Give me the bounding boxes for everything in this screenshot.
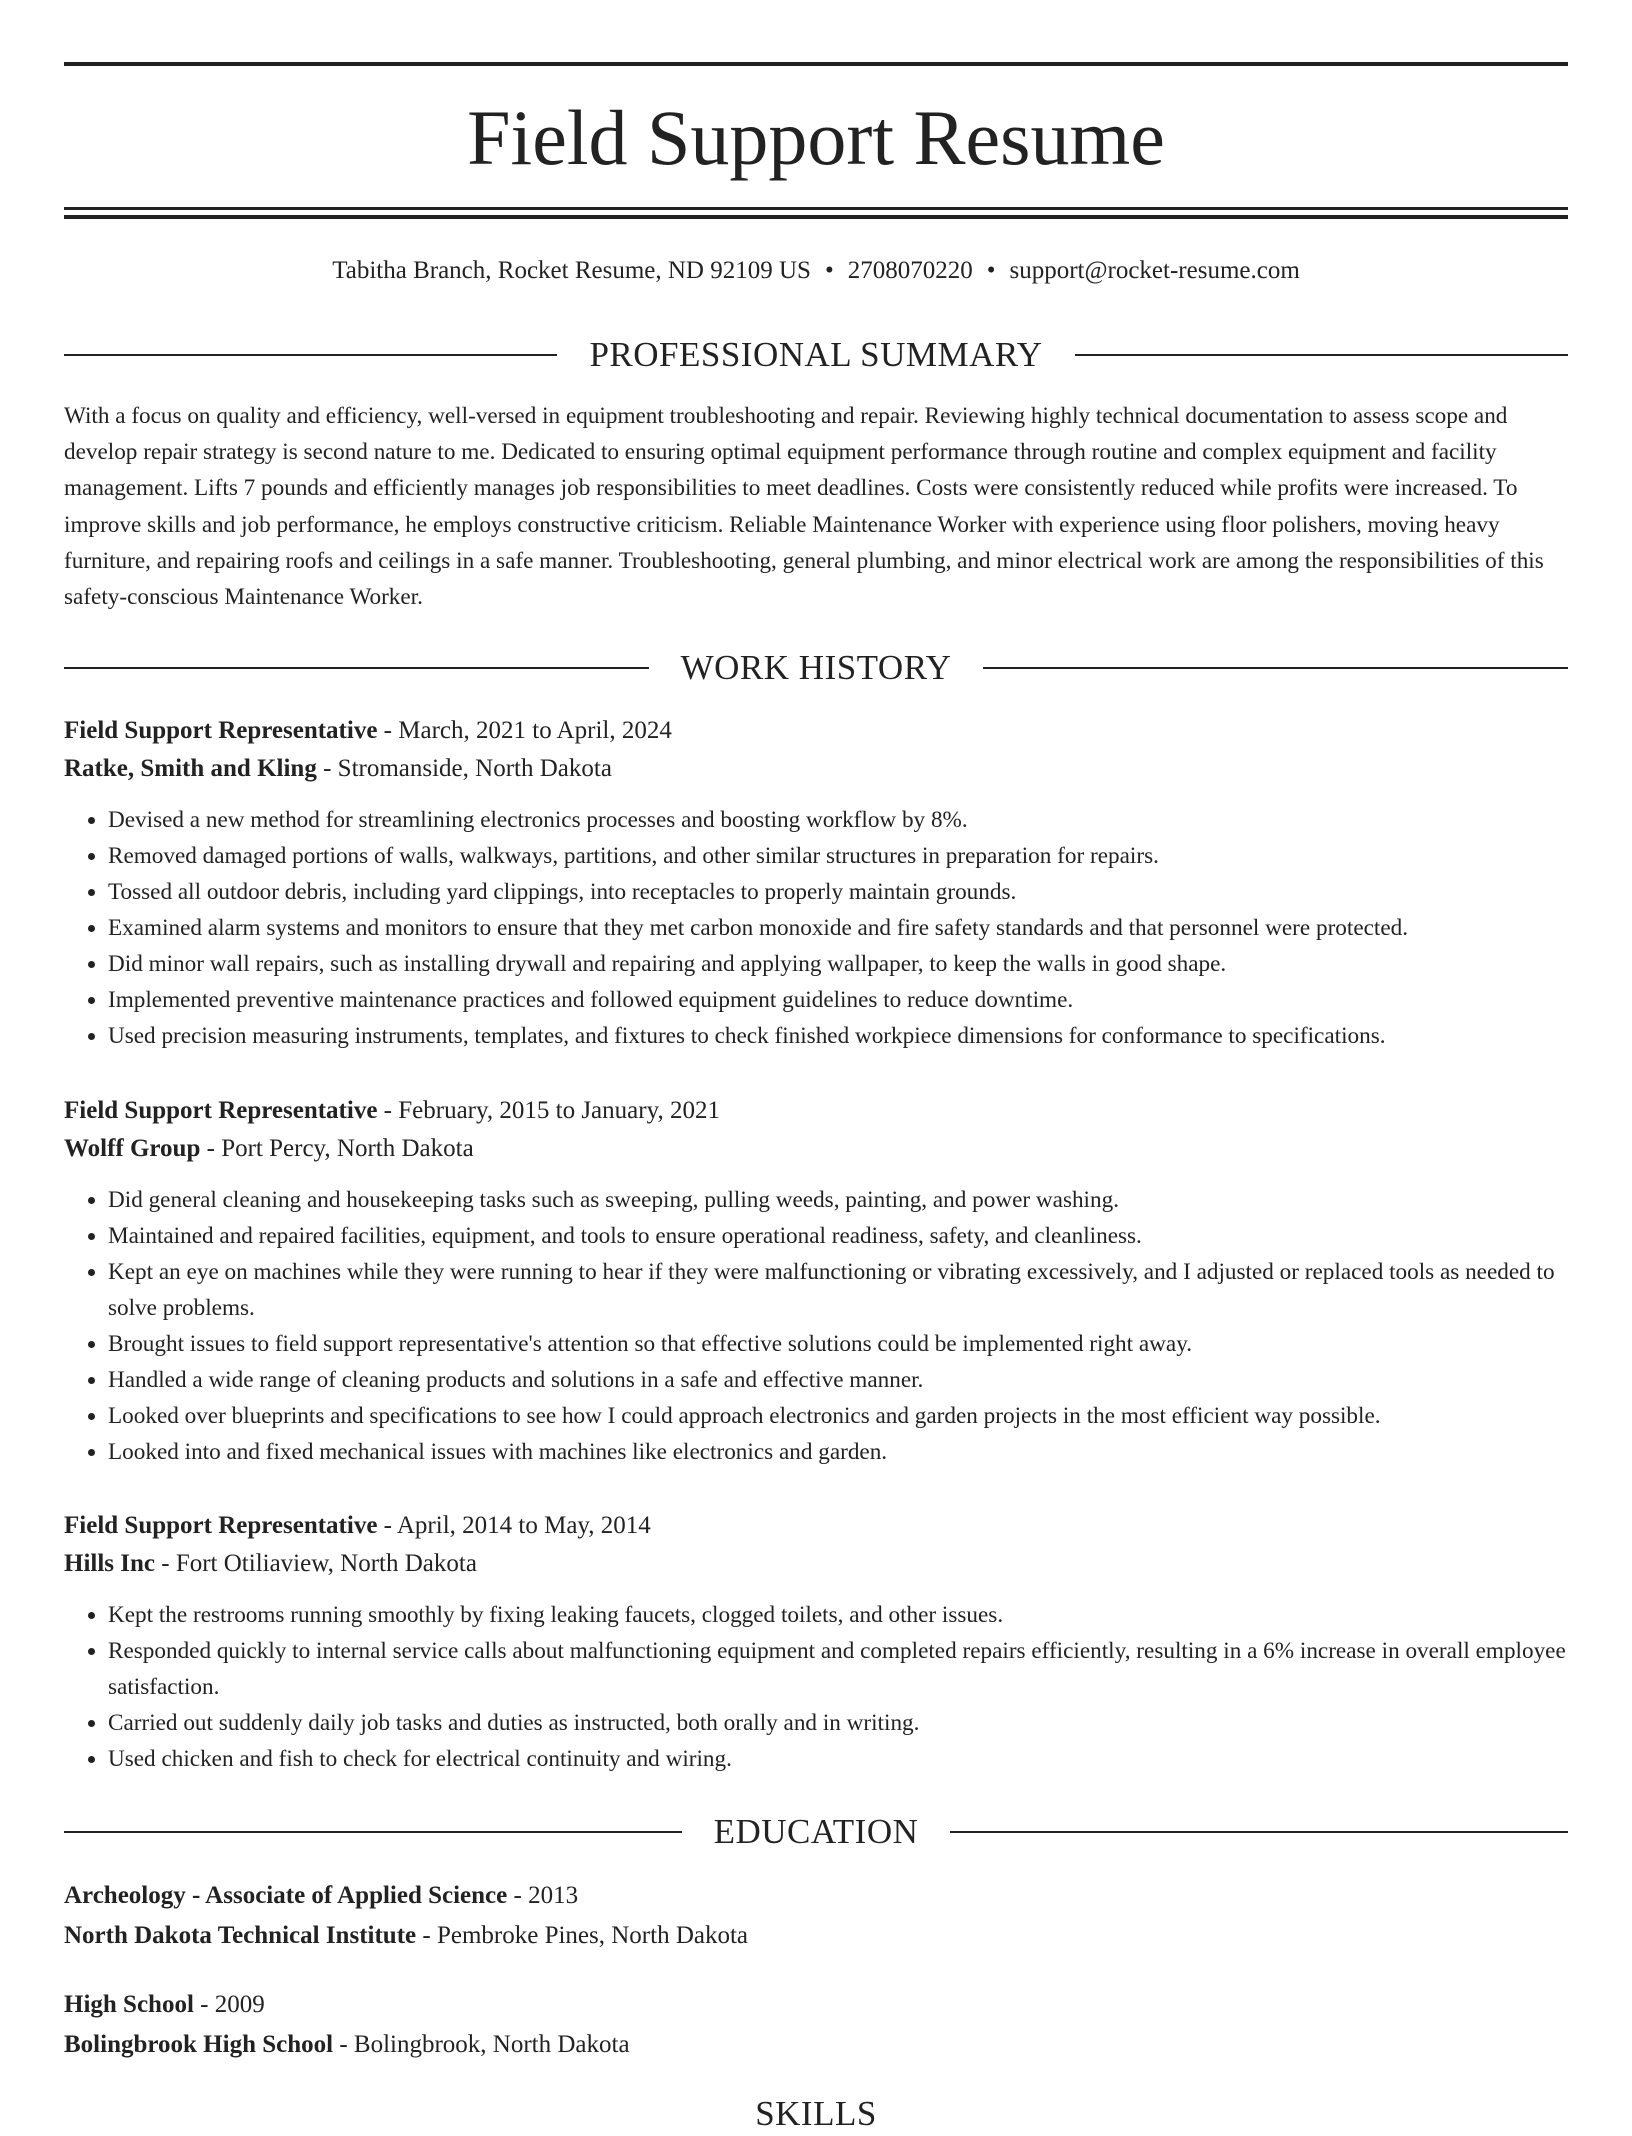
job-bullets [64, 802, 1568, 1054]
job-location: - Fort Otiliaview, North Dakota [155, 1550, 477, 1577]
list-item: • Responded quickly to internal service calls about malfunctioning equipment and completed repairs efficiently, resulting in a 6% increase in overall employee satisfaction. [108, 1633, 1568, 1705]
heading-rule [950, 1831, 1568, 1833]
section-title: PROFESSIONAL SUMMARY [589, 335, 1043, 374]
education-year: - 2013 [507, 1882, 579, 1909]
education-entry [64, 1876, 1568, 1956]
list-item: • Did general cleaning and housekeeping tasks such as sweeping, pulling weeds, painting, and power washing. [108, 1182, 1568, 1218]
job-company-line [64, 1545, 1568, 1583]
list-item: • Looked over blueprints and specifications to see how I could approach electronics and garden projects in the most efficient way possible. [108, 1398, 1568, 1434]
list-item: • Looked into and fixed mechanical issues with machines like electronics and garden. [108, 1434, 1568, 1470]
section-heading-skills [64, 2092, 1568, 2136]
list-item: • Maintained and repaired facilities, equipment, and tools to ensure operational readiness, safety, and cleanliness. [108, 1218, 1568, 1254]
education-school-line [64, 1916, 1568, 1956]
section-heading-work-history [64, 646, 1568, 690]
job-title: Field Support Representative [64, 717, 378, 744]
job-entry [64, 1507, 1568, 1777]
section-title: EDUCATION [713, 1812, 919, 1851]
job-location: - Port Percy, North Dakota [200, 1135, 474, 1162]
list-item: • Implemented preventive maintenance practices and followed equipment guidelines to reduce downtime. [108, 982, 1568, 1018]
section-heading-summary [64, 333, 1568, 377]
education-school-line [64, 2025, 1568, 2065]
job-company: Hills Inc [64, 1550, 155, 1577]
section-heading-education [64, 1810, 1568, 1854]
job-bullets [64, 1182, 1568, 1470]
list-item: • Used chicken and fish to check for electrical continuity and wiring. [108, 1741, 1568, 1777]
education-location: - Bolingbrook, North Dakota [333, 2031, 630, 2058]
list-item: • Tossed all outdoor debris, including yard clippings, into receptacles to properly maintain grounds. [108, 874, 1568, 910]
list-item: • Carried out suddenly daily job tasks and duties as instructed, both orally and in writing. [108, 1705, 1568, 1741]
education-school: Bolingbrook High School [64, 2031, 334, 2058]
heading-rule [64, 667, 649, 669]
education-entry [64, 1985, 1568, 2065]
education-degree-line [64, 1876, 1568, 1916]
heading-rule [64, 1831, 682, 1833]
list-item: • Removed damaged portions of walls, walkways, partitions, and other similar structures in preparation for repairs. [108, 838, 1568, 874]
job-title: Field Support Representative [64, 1097, 378, 1124]
contact-phone: 2708070220 [847, 257, 973, 284]
top-rule [64, 62, 1568, 66]
contact-line [64, 254, 1568, 288]
education-school: North Dakota Technical Institute [64, 1922, 417, 1949]
job-entry [64, 712, 1568, 1054]
title-rule-lower [64, 215, 1568, 219]
education-degree-line [64, 1985, 1568, 2025]
contact-separator: • [986, 257, 996, 284]
job-title-line [64, 1507, 1568, 1545]
list-item: • Did minor wall repairs, such as installing drywall and repairing and applying wallpaper, to keep the walls in good shape. [108, 946, 1568, 982]
job-bullets [64, 1597, 1568, 1777]
job-title-line [64, 1092, 1568, 1130]
job-company: Wolff Group [64, 1135, 201, 1162]
heading-rule [983, 667, 1568, 669]
education-year: - 2009 [193, 1991, 265, 2018]
section-title: SKILLS [755, 2094, 877, 2133]
job-dates: - April, 2014 to May, 2014 [377, 1512, 651, 1539]
job-title: Field Support Representative [64, 1512, 378, 1539]
education-degree: High School [64, 1991, 194, 2018]
title-rule-upper [64, 207, 1568, 210]
job-entry [64, 1092, 1568, 1470]
job-dates: - February, 2015 to January, 2021 [377, 1097, 720, 1124]
list-item: • Handled a wide range of cleaning products and solutions in a safe and effective manner. [108, 1362, 1568, 1398]
contact-email: support@rocket-resume.com [1009, 257, 1300, 284]
education-location: - Pembroke Pines, North Dakota [416, 1922, 749, 1949]
list-item: • Examined alarm systems and monitors to ensure that they met carbon monoxide and fire safety standards and that personnel were protected. [108, 910, 1568, 946]
job-company-line [64, 1130, 1568, 1168]
heading-rule [1075, 354, 1568, 356]
job-dates: - March, 2021 to April, 2024 [377, 717, 672, 744]
job-company-line [64, 750, 1568, 788]
job-location: - Stromanside, North Dakota [316, 755, 612, 782]
job-company: Ratke, Smith and Kling [64, 755, 317, 782]
job-title-line [64, 712, 1568, 750]
list-item: • Brought issues to field support representative's attention so that effective solutions could be implemented right away. [108, 1326, 1568, 1362]
list-item: • Used precision measuring instruments, templates, and fixtures to check finished workpiece dimensions for conformance to specifications. [108, 1018, 1568, 1054]
section-title: WORK HISTORY [680, 648, 952, 687]
summary-text: With a focus on quality and efficiency, well-versed in equipment troubleshooting and repair. Reviewing highly technical documentation to assess scope and develop repair strategy is second nature to me. Dedicated to ensuring optimal equipment performance through routine and complex equipment and facility management. Lifts 7 pounds and efficiently manages job responsibilities to meet deadlines. Costs were consistently reduced while profits were increased. To improve skills and job performance, he employs constructive criticism. Reliable Maintenance Worker with experience using floor polishers, moving heavy furniture, and repairing roofs and ceilings in a safe manner. Troubleshooting, general plumbing, and minor electrical work are among the responsibilities of this safety-conscious Maintenance Worker. [64, 403, 1544, 611]
list-item: • Kept an eye on machines while they were running to hear if they were malfunctioning or vibrating excessively, and I adjusted or replaced tools as needed to solve problems. [108, 1254, 1568, 1326]
contact-address: Tabitha Branch, Rocket Resume, ND 92109 US [332, 257, 811, 284]
list-item: • Kept the restrooms running smoothly by fixing leaking faucets, clogged toilets, and other issues. [108, 1597, 1568, 1633]
list-item: • Devised a new method for streamlining electronics processes and boosting workflow by 8%. [108, 802, 1568, 838]
education-degree: Archeology - Associate of Applied Science [64, 1882, 508, 1909]
contact-separator: • [824, 257, 834, 284]
resume-title: Field Support Resume [467, 94, 1165, 181]
heading-rule [64, 354, 557, 356]
